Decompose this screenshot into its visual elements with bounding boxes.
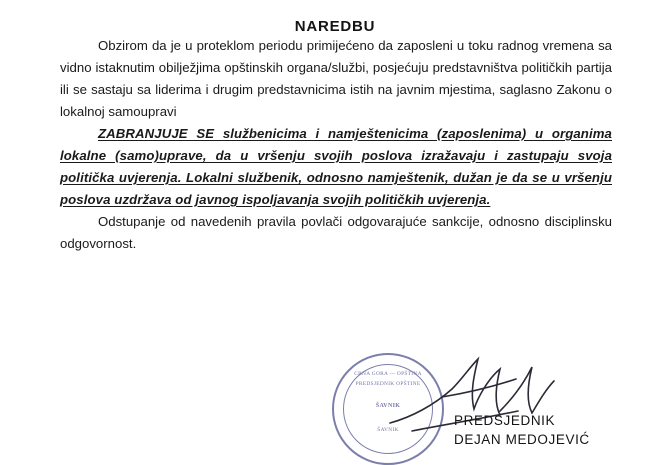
paragraph-sanctions: Odstupanje od navedenih pravila povlači odgovarajuće sankcije, odnosno disciplinsku odgovornost.	[60, 214, 612, 251]
stamp-line-3: ŠAVNIK	[375, 403, 401, 409]
document-body	[60, 35, 612, 255]
signature-role: PREDSJEDNIK	[454, 413, 556, 428]
stamp-line-2: PREDSJEDNIK OPŠTINE	[355, 381, 421, 387]
paragraph-intro: Obzirom da je u proteklom periodu primijećeno da zaposleni u toku radnog vremena sa vidno istaknutim obilježjima opštinskih organa/službi, posjećuju predstavništva političkih partija ili se sastaju sa liderima i drugim predstavnicima istih na javnim mjestima, saglasno Zakonu o lokalnoj samoupravi	[60, 38, 612, 119]
signature-area	[322, 351, 622, 451]
page-title: NAREDBU	[294, 18, 376, 35]
stamp-line-1: CRNA GORA — OPŠTINA	[354, 371, 422, 377]
signature-labels	[454, 411, 590, 449]
document-page	[0, 18, 670, 451]
official-stamp-icon	[332, 353, 444, 465]
paragraph-prohibition: ZABRANJUJE SE službenicima i namještenicima (zaposlenima) u organima lokalne (samo)uprave, da u vršenju svojih poslova izražavaju i zastupaju svoja politička uvjerenja. Lokalni službenik, odnosno namještenik, dužan je da se u vršenju poslova uzdržava od javnog ispoljavanja svojih političkih uvjerenja.	[60, 126, 612, 207]
signature-name: DEJAN MEDOJEVIĆ	[454, 432, 590, 447]
stamp-line-4: ŠAVNIK	[377, 427, 399, 433]
